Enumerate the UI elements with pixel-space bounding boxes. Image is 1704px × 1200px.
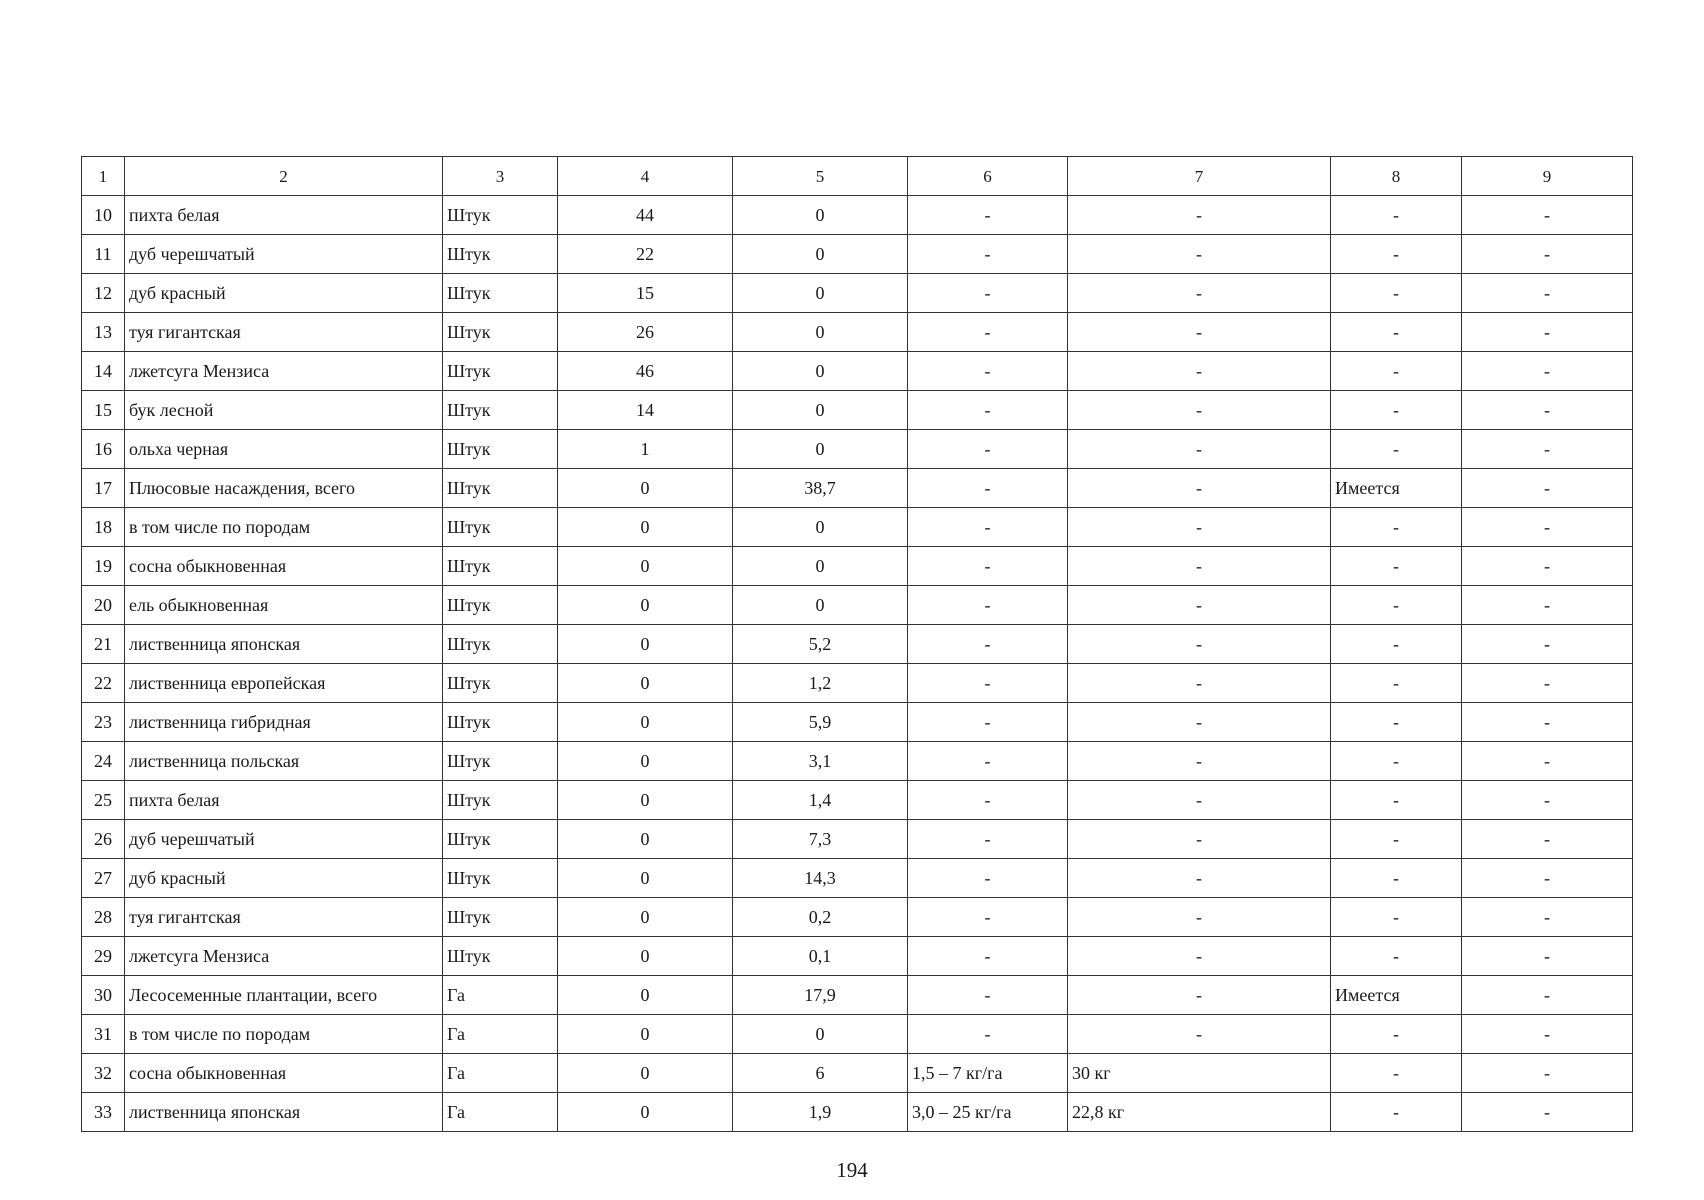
col4-cell: 0	[558, 703, 733, 742]
col6-cell: 3,0 – 25 кг/га	[908, 1093, 1068, 1132]
col8-cell: -	[1331, 781, 1462, 820]
table-row	[82, 469, 1633, 508]
unit-cell: Га	[443, 1054, 558, 1093]
row-number-cell: 32	[82, 1054, 125, 1093]
col6-cell: -	[908, 820, 1068, 859]
table-row	[82, 196, 1633, 235]
col4-cell: 0	[558, 1054, 733, 1093]
col8-cell: -	[1331, 274, 1462, 313]
name-cell: лжетсуга Мензиса	[125, 937, 443, 976]
col8-cell: -	[1331, 586, 1462, 625]
col5-cell: 0	[733, 586, 908, 625]
col9-cell: -	[1462, 703, 1633, 742]
unit-cell: Штук	[443, 898, 558, 937]
col7-cell: -	[1068, 313, 1331, 352]
row-number-cell: 17	[82, 469, 125, 508]
col8-cell: -	[1331, 937, 1462, 976]
unit-cell: Штук	[443, 547, 558, 586]
name-cell: сосна обыкновенная	[125, 547, 443, 586]
col7-cell: -	[1068, 196, 1331, 235]
table-row	[82, 1054, 1633, 1093]
name-cell: ель обыкновенная	[125, 586, 443, 625]
col9-cell: -	[1462, 274, 1633, 313]
col9-cell: -	[1462, 859, 1633, 898]
column-header-9: 9	[1462, 157, 1633, 196]
col9-cell: -	[1462, 547, 1633, 586]
col5-cell: 0	[733, 391, 908, 430]
col8-cell: -	[1331, 1093, 1462, 1132]
col6-cell: -	[908, 781, 1068, 820]
col4-cell: 0	[558, 586, 733, 625]
col7-cell: -	[1068, 1015, 1331, 1054]
col6-cell: -	[908, 664, 1068, 703]
col5-cell: 0	[733, 508, 908, 547]
name-cell: лжетсуга Мензиса	[125, 352, 443, 391]
col5-cell: 1,2	[733, 664, 908, 703]
col9-cell: -	[1462, 1093, 1633, 1132]
col4-cell: 0	[558, 976, 733, 1015]
col4-cell: 14	[558, 391, 733, 430]
col6-cell: -	[908, 703, 1068, 742]
name-cell: лиственница японская	[125, 1093, 443, 1132]
table-row	[82, 781, 1633, 820]
row-number-cell: 25	[82, 781, 125, 820]
name-cell: пихта белая	[125, 196, 443, 235]
col8-cell: -	[1331, 742, 1462, 781]
col7-cell: -	[1068, 274, 1331, 313]
table-row	[82, 391, 1633, 430]
col8-cell: Имеется	[1331, 976, 1462, 1015]
col6-cell: -	[908, 430, 1068, 469]
name-cell: дуб красный	[125, 274, 443, 313]
col4-cell: 44	[558, 196, 733, 235]
name-cell: Плюсовые насаждения, всего	[125, 469, 443, 508]
unit-cell: Штук	[443, 859, 558, 898]
row-number-cell: 13	[82, 313, 125, 352]
col7-cell: -	[1068, 508, 1331, 547]
col4-cell: 0	[558, 547, 733, 586]
row-number-cell: 24	[82, 742, 125, 781]
col9-cell: -	[1462, 664, 1633, 703]
col4-cell: 0	[558, 742, 733, 781]
name-cell: пихта белая	[125, 781, 443, 820]
unit-cell: Штук	[443, 781, 558, 820]
col5-cell: 7,3	[733, 820, 908, 859]
col8-cell: -	[1331, 859, 1462, 898]
col5-cell: 3,1	[733, 742, 908, 781]
col7-cell: -	[1068, 469, 1331, 508]
row-number-cell: 26	[82, 820, 125, 859]
name-cell: лиственница гибридная	[125, 703, 443, 742]
col9-cell: -	[1462, 508, 1633, 547]
col9-cell: -	[1462, 196, 1633, 235]
col5-cell: 5,2	[733, 625, 908, 664]
col7-cell: -	[1068, 859, 1331, 898]
col4-cell: 0	[558, 898, 733, 937]
col7-cell: -	[1068, 703, 1331, 742]
name-cell: туя гигантская	[125, 313, 443, 352]
col7-cell: 30 кг	[1068, 1054, 1331, 1093]
row-number-cell: 33	[82, 1093, 125, 1132]
col8-cell: -	[1331, 508, 1462, 547]
col4-cell: 26	[558, 313, 733, 352]
col7-cell: -	[1068, 430, 1331, 469]
col9-cell: -	[1462, 781, 1633, 820]
name-cell: дуб черешчатый	[125, 820, 443, 859]
column-header-6: 6	[908, 157, 1068, 196]
col9-cell: -	[1462, 625, 1633, 664]
col7-cell: -	[1068, 235, 1331, 274]
column-header-2: 2	[125, 157, 443, 196]
col9-cell: -	[1462, 976, 1633, 1015]
col9-cell: -	[1462, 469, 1633, 508]
col6-cell: -	[908, 1015, 1068, 1054]
unit-cell: Штук	[443, 625, 558, 664]
col8-cell: -	[1331, 196, 1462, 235]
col5-cell: 0	[733, 313, 908, 352]
table-body	[82, 196, 1633, 1132]
col4-cell: 1	[558, 430, 733, 469]
col7-cell: -	[1068, 820, 1331, 859]
col6-cell: -	[908, 196, 1068, 235]
col8-cell: -	[1331, 235, 1462, 274]
name-cell: лиственница польская	[125, 742, 443, 781]
table-row	[82, 508, 1633, 547]
col8-cell: -	[1331, 1015, 1462, 1054]
unit-cell: Штук	[443, 820, 558, 859]
row-number-cell: 18	[82, 508, 125, 547]
row-number-cell: 20	[82, 586, 125, 625]
col7-cell: -	[1068, 937, 1331, 976]
col6-cell: -	[908, 898, 1068, 937]
unit-cell: Га	[443, 1015, 558, 1054]
table-row	[82, 352, 1633, 391]
col8-cell: -	[1331, 391, 1462, 430]
row-number-cell: 23	[82, 703, 125, 742]
table-row	[82, 547, 1633, 586]
col5-cell: 0	[733, 430, 908, 469]
col6-cell: -	[908, 625, 1068, 664]
row-number-cell: 14	[82, 352, 125, 391]
unit-cell: Штук	[443, 391, 558, 430]
table-header-row	[82, 157, 1633, 196]
page-number: 194	[836, 1158, 868, 1182]
col5-cell: 0	[733, 235, 908, 274]
row-number-cell: 28	[82, 898, 125, 937]
col6-cell: -	[908, 313, 1068, 352]
table-row	[82, 1093, 1633, 1132]
row-number-cell: 15	[82, 391, 125, 430]
table-row	[82, 664, 1633, 703]
column-header-7: 7	[1068, 157, 1331, 196]
col5-cell: 0	[733, 547, 908, 586]
col6-cell: -	[908, 742, 1068, 781]
col9-cell: -	[1462, 937, 1633, 976]
col8-cell: -	[1331, 1054, 1462, 1093]
name-cell: дуб красный	[125, 859, 443, 898]
table-row	[82, 937, 1633, 976]
col6-cell: -	[908, 859, 1068, 898]
col7-cell: -	[1068, 742, 1331, 781]
col5-cell: 0	[733, 352, 908, 391]
col8-cell: Имеется	[1331, 469, 1462, 508]
unit-cell: Штук	[443, 430, 558, 469]
col4-cell: 0	[558, 859, 733, 898]
col5-cell: 0	[733, 274, 908, 313]
name-cell: бук лесной	[125, 391, 443, 430]
unit-cell: Штук	[443, 352, 558, 391]
col4-cell: 15	[558, 274, 733, 313]
table-row	[82, 1015, 1633, 1054]
table-row	[82, 703, 1633, 742]
table-row	[82, 313, 1633, 352]
table-row	[82, 430, 1633, 469]
col9-cell: -	[1462, 235, 1633, 274]
col4-cell: 0	[558, 781, 733, 820]
col6-cell: -	[908, 976, 1068, 1015]
column-header-1: 1	[82, 157, 125, 196]
unit-cell: Штук	[443, 235, 558, 274]
col4-cell: 46	[558, 352, 733, 391]
col6-cell: -	[908, 547, 1068, 586]
col4-cell: 0	[558, 1015, 733, 1054]
col8-cell: -	[1331, 625, 1462, 664]
col9-cell: -	[1462, 586, 1633, 625]
col7-cell: -	[1068, 781, 1331, 820]
col4-cell: 0	[558, 469, 733, 508]
col4-cell: 22	[558, 235, 733, 274]
row-number-cell: 16	[82, 430, 125, 469]
table-row	[82, 976, 1633, 1015]
row-number-cell: 27	[82, 859, 125, 898]
col5-cell: 0,1	[733, 937, 908, 976]
unit-cell: Штук	[443, 937, 558, 976]
name-cell: в том числе по породам	[125, 1015, 443, 1054]
col6-cell: -	[908, 937, 1068, 976]
unit-cell: Штук	[443, 313, 558, 352]
col7-cell: -	[1068, 391, 1331, 430]
column-header-5: 5	[733, 157, 908, 196]
row-number-cell: 19	[82, 547, 125, 586]
unit-cell: Штук	[443, 196, 558, 235]
col7-cell: -	[1068, 976, 1331, 1015]
col5-cell: 1,9	[733, 1093, 908, 1132]
col6-cell: -	[908, 274, 1068, 313]
col5-cell: 17,9	[733, 976, 908, 1015]
unit-cell: Штук	[443, 664, 558, 703]
col8-cell: -	[1331, 313, 1462, 352]
col5-cell: 5,9	[733, 703, 908, 742]
col4-cell: 0	[558, 820, 733, 859]
col4-cell: 0	[558, 664, 733, 703]
table-row	[82, 898, 1633, 937]
name-cell: лиственница японская	[125, 625, 443, 664]
col5-cell: 1,4	[733, 781, 908, 820]
col9-cell: -	[1462, 898, 1633, 937]
col8-cell: -	[1331, 430, 1462, 469]
name-cell: Лесосеменные плантации, всего	[125, 976, 443, 1015]
col6-cell: -	[908, 235, 1068, 274]
row-number-cell: 31	[82, 1015, 125, 1054]
table-row	[82, 274, 1633, 313]
col7-cell: 22,8 кг	[1068, 1093, 1331, 1132]
unit-cell: Штук	[443, 508, 558, 547]
col9-cell: -	[1462, 391, 1633, 430]
col4-cell: 0	[558, 1093, 733, 1132]
col6-cell: -	[908, 391, 1068, 430]
row-number-cell: 21	[82, 625, 125, 664]
table-row	[82, 586, 1633, 625]
col7-cell: -	[1068, 586, 1331, 625]
table-row	[82, 742, 1633, 781]
col5-cell: 6	[733, 1054, 908, 1093]
unit-cell: Га	[443, 976, 558, 1015]
col8-cell: -	[1331, 703, 1462, 742]
name-cell: туя гигантская	[125, 898, 443, 937]
col7-cell: -	[1068, 664, 1331, 703]
col8-cell: -	[1331, 820, 1462, 859]
col7-cell: -	[1068, 898, 1331, 937]
col8-cell: -	[1331, 547, 1462, 586]
col6-cell: -	[908, 352, 1068, 391]
row-number-cell: 30	[82, 976, 125, 1015]
table-row	[82, 235, 1633, 274]
name-cell: сосна обыкновенная	[125, 1054, 443, 1093]
col4-cell: 0	[558, 625, 733, 664]
col4-cell: 0	[558, 508, 733, 547]
col9-cell: -	[1462, 1015, 1633, 1054]
name-cell: в том числе по породам	[125, 508, 443, 547]
row-number-cell: 22	[82, 664, 125, 703]
unit-cell: Штук	[443, 469, 558, 508]
col6-cell: -	[908, 508, 1068, 547]
unit-cell: Штук	[443, 274, 558, 313]
col9-cell: -	[1462, 352, 1633, 391]
row-number-cell: 12	[82, 274, 125, 313]
forest-seed-table	[81, 156, 1633, 1132]
col7-cell: -	[1068, 547, 1331, 586]
col5-cell: 0	[733, 196, 908, 235]
table-row	[82, 859, 1633, 898]
column-header-8: 8	[1331, 157, 1462, 196]
row-number-cell: 29	[82, 937, 125, 976]
unit-cell: Штук	[443, 586, 558, 625]
column-header-3: 3	[443, 157, 558, 196]
col5-cell: 0,2	[733, 898, 908, 937]
name-cell: ольха черная	[125, 430, 443, 469]
table-row	[82, 820, 1633, 859]
unit-cell: Га	[443, 1093, 558, 1132]
row-number-cell: 10	[82, 196, 125, 235]
col5-cell: 14,3	[733, 859, 908, 898]
unit-cell: Штук	[443, 742, 558, 781]
col8-cell: -	[1331, 352, 1462, 391]
col5-cell: 0	[733, 1015, 908, 1054]
col9-cell: -	[1462, 1054, 1633, 1093]
col4-cell: 0	[558, 937, 733, 976]
col6-cell: -	[908, 469, 1068, 508]
col9-cell: -	[1462, 430, 1633, 469]
name-cell: дуб черешчатый	[125, 235, 443, 274]
col9-cell: -	[1462, 313, 1633, 352]
col7-cell: -	[1068, 625, 1331, 664]
column-header-4: 4	[558, 157, 733, 196]
row-number-cell: 11	[82, 235, 125, 274]
unit-cell: Штук	[443, 703, 558, 742]
table-row	[82, 625, 1633, 664]
col9-cell: -	[1462, 742, 1633, 781]
name-cell: лиственница европейская	[125, 664, 443, 703]
col6-cell: 1,5 – 7 кг/га	[908, 1054, 1068, 1093]
col7-cell: -	[1068, 352, 1331, 391]
col5-cell: 38,7	[733, 469, 908, 508]
col9-cell: -	[1462, 820, 1633, 859]
col8-cell: -	[1331, 664, 1462, 703]
col6-cell: -	[908, 586, 1068, 625]
col8-cell: -	[1331, 898, 1462, 937]
